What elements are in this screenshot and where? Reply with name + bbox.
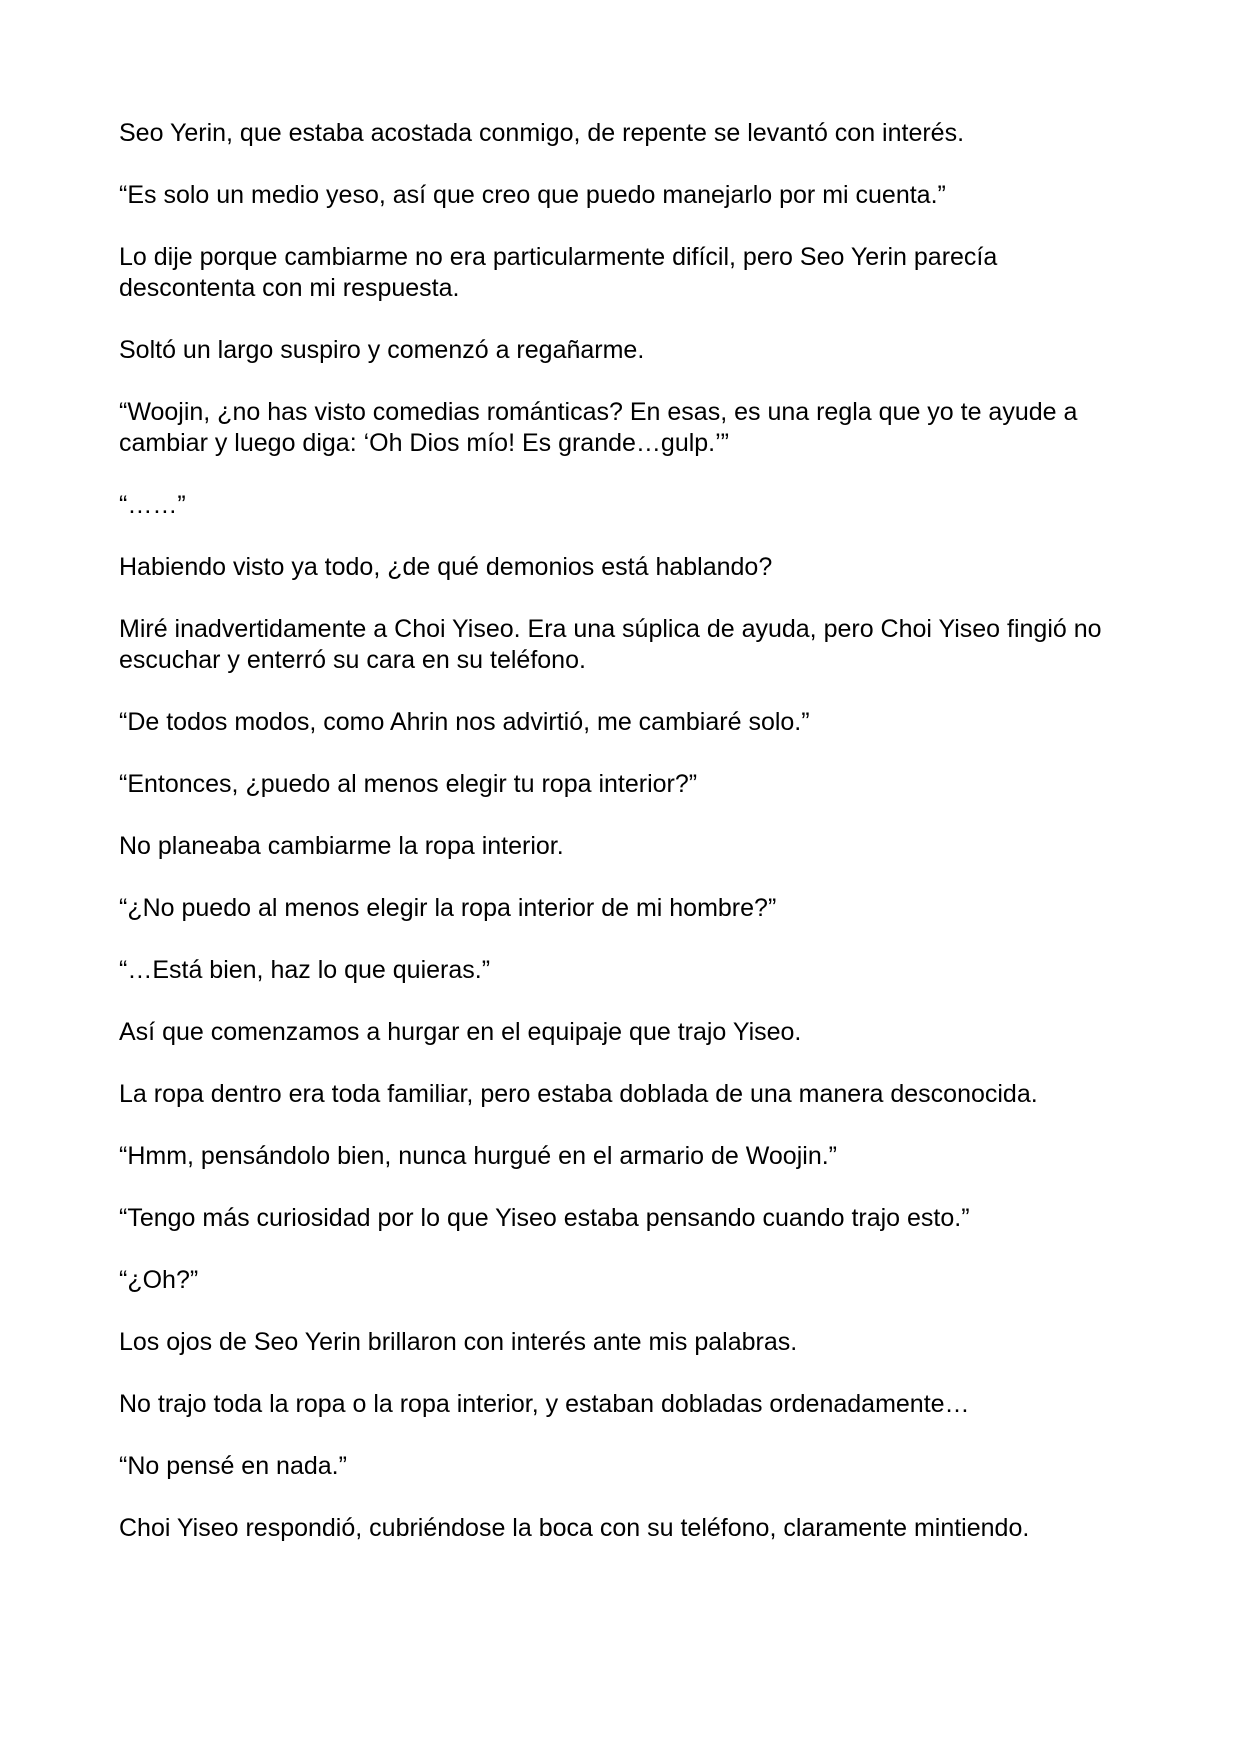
paragraph-13: “…Está bien, haz lo que quieras.” [119, 956, 491, 984]
paragraph-11: No planeaba cambiarme la ropa interior. [119, 832, 564, 860]
paragraph-21: “No pensé en nada.” [119, 1452, 347, 1480]
paragraph-12: “¿No puedo al menos elegir la ropa interior de mi hombre?” [119, 894, 777, 922]
paragraph-19: Los ojos de Seo Yerin brillaron con interés ante mis palabras. [119, 1328, 798, 1356]
document-body [119, 118, 1139, 1575]
paragraph-18: “¿Oh?” [119, 1266, 199, 1294]
paragraph-15: La ropa dentro era toda familiar, pero estaba doblada de una manera desconocida. [119, 1080, 1038, 1108]
paragraph-8: Miré inadvertidamente a Choi Yiseo. Era una súplica de ayuda, pero Choi Yiseo fingió no escuchar y enterró su cara en su teléfono. [119, 615, 1102, 674]
paragraph-9: “De todos modos, como Ahrin nos advirtió, me cambiaré solo.” [119, 708, 810, 736]
paragraph-10: “Entonces, ¿puedo al menos elegir tu ropa interior?” [119, 770, 698, 798]
paragraph-16: “Hmm, pensándolo bien, nunca hurgué en el armario de Woojin.” [119, 1142, 837, 1170]
paragraph-6: “……” [119, 491, 186, 519]
paragraph-5: “Woojin, ¿no has visto comedias románticas? En esas, es una regla que yo te ayude a cambiar y luego diga: ‘Oh Dios mío! Es grande…gulp.’” [119, 398, 1078, 457]
paragraph-17: “Tengo más curiosidad por lo que Yiseo estaba pensando cuando trajo esto.” [119, 1204, 970, 1232]
paragraph-14: Así que comenzamos a hurgar en el equipaje que trajo Yiseo. [119, 1018, 802, 1046]
paragraph-7: Habiendo visto ya todo, ¿de qué demonios está hablando? [119, 553, 773, 581]
paragraph-20: No trajo toda la ropa o la ropa interior, y estaban dobladas ordenadamente… [119, 1390, 970, 1418]
paragraph-3: Lo dije porque cambiarme no era particularmente difícil, pero Seo Yerin parecía descontenta con mi respuesta. [119, 243, 998, 302]
paragraph-2: “Es solo un medio yeso, así que creo que puedo manejarlo por mi cuenta.” [119, 181, 946, 209]
paragraph-4: Soltó un largo suspiro y comenzó a regañarme. [119, 336, 645, 364]
paragraph-1: Seo Yerin, que estaba acostada conmigo, de repente se levantó con interés. [119, 119, 965, 147]
paragraph-22: Choi Yiseo respondió, cubriéndose la boca con su teléfono, claramente mintiendo. [119, 1514, 1030, 1542]
